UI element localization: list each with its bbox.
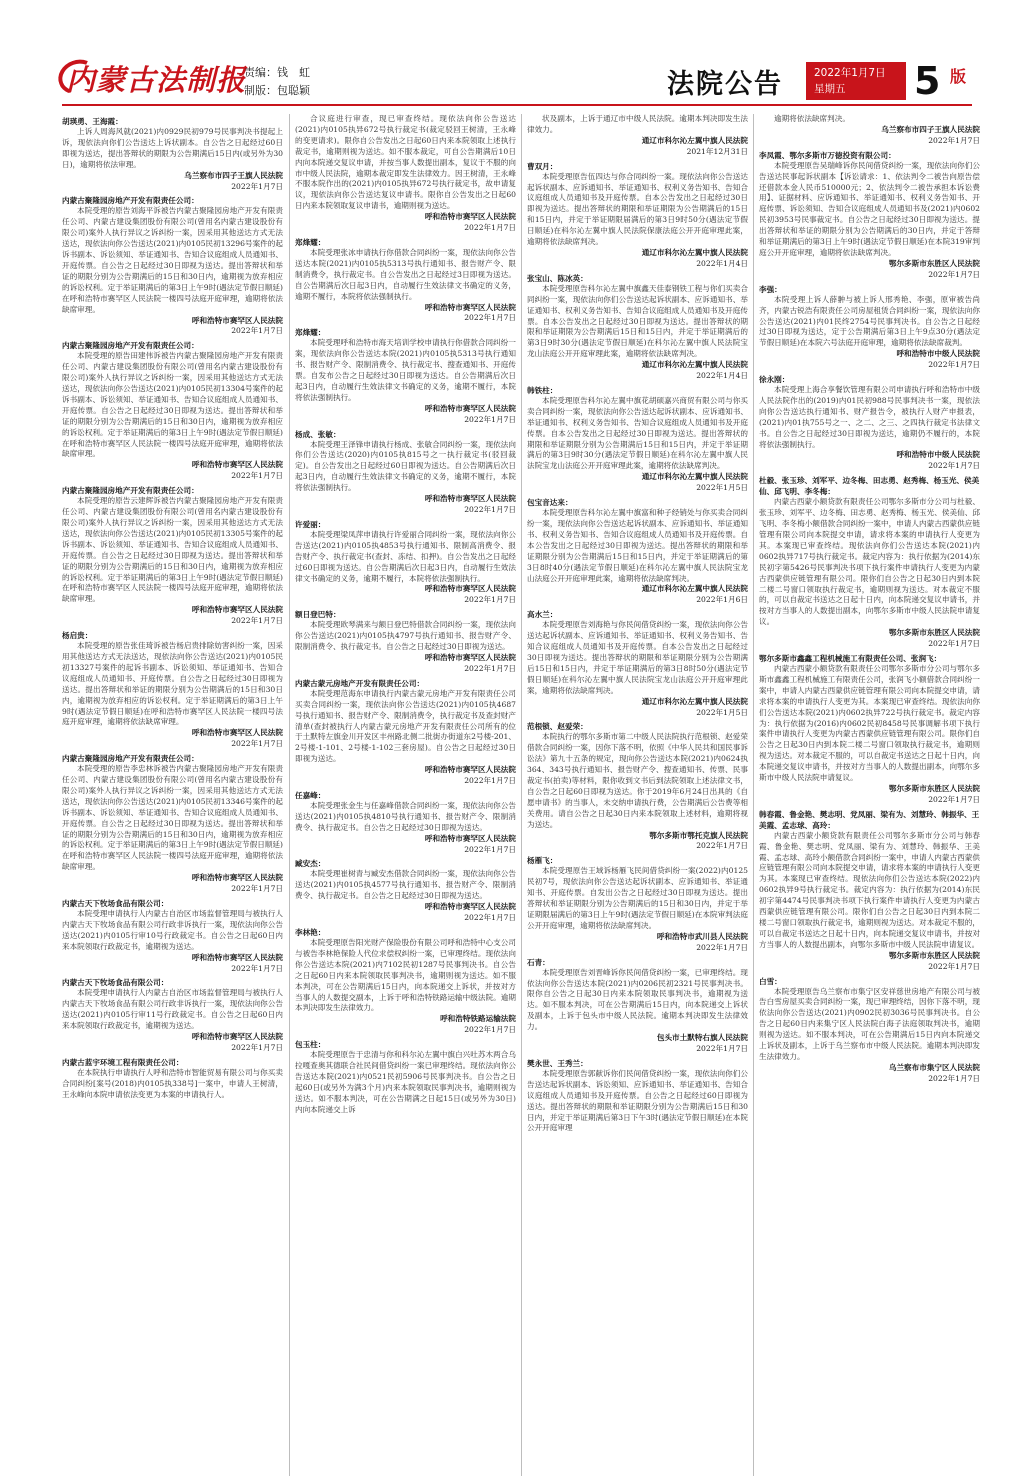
court-notice: [62, 630, 283, 750]
court-notice: [295, 678, 516, 787]
notice-addressee: 内蒙古天下牧场食品有限公司：: [62, 978, 169, 988]
notice-body: 本院受理原告吴瑞峰诉你民间借贷纠纷一案，现依法向你们公告送达民事起诉状副本【诉讼请求：1、依法判令二被告向原告偿还借款本金人民币510000元；2、依法判令二被告承担本诉讼费用】、证据材料、应诉通知书、举证通知书、权利义务告知书、开庭传票、诉讼须知、告知合议庭组成人员通知书及(2021)内0602民初3953号民事裁定书。自公告之日起经过30日即视为送达。提出答辩状和举证的期限分别为公告期满后的30日内，并定于答辩和举证期满后的第3日上午9时(遇法定节假日顺延)在本院319审判庭公开开庭审理，逾期将依法缺席判决。: [759, 160, 980, 257]
court-notice: [759, 150, 980, 281]
notice-date: 2022年1月7日: [231, 181, 283, 191]
notice-date: 2022年1月7日: [696, 1043, 748, 1053]
notice-court: 呼和浩特市赛罕区人民法院: [424, 652, 516, 662]
court-notice: [759, 114, 980, 147]
notice-court: 呼和浩特市赛罕区人民法院: [424, 212, 516, 222]
court-notice: [527, 497, 748, 606]
column-divider: [753, 114, 754, 1476]
notice-addressee: 李强：: [759, 284, 782, 294]
notice-addressee: 杨启贵：: [62, 631, 93, 641]
notice-date: 2022年1月7日: [464, 1025, 516, 1035]
notice-body: 本院受理呼和浩特市海天培训学校申请执行你借款合同纠纷一案，现依法向你公告送达本院(2021)内0105执5313号执行通知书、报告财产令、限制消费令、执行裁定书、搜查通知书、开庭传票。自发布公告之日起经过30日即视为送达。自公告期满后次日起3日内，自动履行生效法律文书确定的义务，逾期不履行，本院将依法强制执行。: [295, 338, 516, 402]
court-notice: [527, 855, 748, 953]
notice-body: 本院受理原告于忠清与你和科尔沁左翼中旗白兴吐苏木两合乌拉嘎查奥其德联合社民间借贷纠纷一案已审理终结。现依法向你公告送达本院(2021)内0521民初5906号民事判决书。自公告之日起60日(或另外为满3个月)内来本院领取民事判决书，逾期则视为送达。如不服本判决，可在公告期满之日起15日(或另外为30日)内向本院递交上诉: [295, 1050, 516, 1114]
notice-body: 内蒙古西蒙小额贷款有限责任公司鄂尔多斯市分公司与杜毅、张玉珍、刘军平、边冬梅、田志勇、赵秀梅、杨玉光、侯美仙、邱飞明、李冬梅小额借款合同纠纷一案中，申请人内蒙古西蒙供应链管理有限公司向本院提交申请，请求将本案的申请执行人变更为其。本案现已审查终结。现依法向你们公告送达本院(2021)内0602执异717号执行裁定书。裁定内容为：执行依据为(2014)东民初字第5426号民事判决书项下执行案件申请执行人变更为内蒙古西蒙供应链管理有限公司。限你们自公告之日起30日内到本院二楼二号窗口领取执行裁定书，逾期则视为送达。对本裁定不服的，可以自裁定书送达之日起十日内，向本院递交复议申请书，并按对方当事人的人数提出副本，向鄂尔多斯市中级人民法院申请复议。: [759, 497, 980, 627]
editor-credits: [244, 64, 310, 100]
notice-court: 呼和浩特市赛罕区人民法院: [424, 584, 516, 594]
notice-court: 鄂尔多斯市东胜区人民法院: [888, 628, 980, 638]
notice-date: 2022年1月7日: [928, 639, 980, 649]
notice-court: 呼和浩特市赛罕区人民法院: [424, 403, 516, 413]
notice-body: 本院受理原告刘海艳与你民间借贷纠纷一案，现依法向你公告送达起诉状副本、应诉通知书、举证通知书、权利义务告知书、告知合议庭组成人员通知书及开庭传票。自本公告发出之日起经过30日即视为送达。提出答辩状的期限和举证期限分别为公告期满后15日和15日内，并定于举证期满后的第3日8时50分(遇法定节假日顺延)在科尔沁左翼中旗人民法院宝龙山法庭公开开庭审理此案，逾期将依法缺席判决。: [527, 620, 748, 695]
notice-addressee: 内蒙古聚隆园房地产开发有限责任公司：: [62, 196, 199, 206]
notice-date: 2022年1月7日: [231, 1042, 283, 1052]
notice-court: 呼和浩特市中级人民法院: [896, 349, 980, 359]
notice-column-1: [62, 114, 283, 1476]
notice-court: 呼和浩特铁路运输法院: [440, 1014, 516, 1024]
notice-addressee: 杜毅、张玉珍、刘军平、边冬梅、田志勇、赵秀梅、杨玉光、侯美仙、邱飞明、李冬梅：: [759, 476, 980, 497]
court-notice: [62, 116, 283, 192]
notice-body: 本院受理王泽锋申请执行杨成、张敏合同纠纷一案，现依法向你们公告送达(2020)内0105执815号之一执行裁定书(驳回裁定)。自公告发出之日起经过60日即视为送达。自公告期满后次日起3日内，自动履行生效法律文书确定的义务，逾期不履行，本院将依法强制执行。: [295, 439, 516, 493]
column-divider: [521, 114, 522, 1476]
notice-column-2: [295, 114, 516, 1476]
notice-date: 2022年1月7日: [464, 414, 516, 424]
notice-body: 上诉人周海风就(2021)内0929民初979号民事判决书提起上诉，现依法向你们公告送达上诉状副本。自公告之日起经过60日即视为送达，提出答辩状的期限为公告期满后15日内(或另外为30日)，逾期将依法审理。: [62, 127, 283, 169]
notice-court: 呼和浩特市赛罕区人民法院: [424, 902, 516, 912]
notice-body: 本院受理范海东申请执行内蒙古蒙元房地产开发有限责任公司买卖合同纠纷一案，现依法向你公告送达(2021)内0105执4687号执行通知书、报告财产令、限制消费令，执行裁定书及查封财产清单(查封被执行人内蒙古蒙元房地产开发有限责任公司所有的位于土默特左旗金川开发区丰州路北侧二批街办街道东2号楼-201、2号楼-1-101、2号楼-1-102三套房屋)。自公告之日起经过30日即视为送达。: [295, 688, 516, 764]
header-rule: [62, 104, 972, 106]
notice-date: 2022年1月7日: [231, 884, 283, 894]
date-box: [806, 62, 906, 100]
notice-date: 2022年1月7日: [231, 471, 283, 481]
notice-body: 本院受理原告乌兰察布市集宁区安祥慈世房地产有限公司与被告白雪房屋买卖合同纠纷一案，现已审理终结，因你下落不明，现依法向你公告送达(2021)内0902民初3036号民事判决书。自公告之日起60日内来集宁区人民法院白海子法庭领取判决书，逾期则视为送达。如不服本判决，可在公告期满后15日内向本院递交上诉状及副本，上诉于乌兰察布市中级人民法院。逾期本判决即发生法律效力。: [759, 986, 980, 1061]
notice-body: 本院受理张金生与任嘉峰借款合同纠纷一案，现依法向你公告送达(2021)内0105执4810号执行通知书、报告财产令、限制消费令、执行裁定书。自公告之日起经过30日即视为送达。: [295, 800, 516, 832]
notice-addressee: 鄂尔多斯市鑫鑫工程机械施工有限责任公司、张润飞：: [759, 653, 942, 663]
notice-body: 本院受理上诉人薛翀与被上诉人邢秀艳、李强，原审被告尚齐，内蒙古锐浩有限责任公司房屋租赁合同纠纷一案，现依法向你公告送达(2021)内01民终2754号民事判决书。自公告之日起经过30日即视为送达，定于公告期满后第3日上午9点30分(遇法定节假日顺延)在本院六号法庭开庭审理，逾期将依法缺席裁判。: [759, 294, 980, 348]
notice-court: 呼和浩特市赛罕区人民法院: [191, 605, 283, 615]
notice-body: 本院受理原告阳光财产保险股份有限公司呼和浩特中心支公司与被告李林艳保险人代位求偿权纠纷一案，已审理终结。现依法向你公告送达本院(2021)内7102民初1287号民事判决书。自公告之日起60日内来本院领取民事判决书，逾期则视为送达。如不服本判决，可在公告期满后15日内，向本院递交上诉状，并按对方当事人的人数提交副本，上诉于呼和浩特铁路运输中级法院。逾期本判决即发生法律效力。: [295, 938, 516, 1013]
notice-addressee: 臧安杰：: [295, 859, 326, 869]
notice-addressee: 额日登巴特：: [295, 610, 341, 620]
notice-body: 逾期将依法缺席判决。: [774, 114, 850, 123]
court-notice: [62, 1057, 283, 1101]
notice-addressee: 胡瑛勇、王海霞：: [62, 117, 123, 126]
notice-body: 本院受理申请执行人内蒙古自治区市场监督管理局与被执行人内蒙古天下牧场食品有限公司行政非诉执行一案，现依法向你公告送达(2021)内0105行审10号行政裁定书。自公告之日起60日内来本院领取行政裁定书，逾期视为送达。: [62, 909, 283, 951]
notice-court: 通辽市科尔沁左翼中旗人民法院: [641, 584, 748, 594]
notice-court: 通辽市科尔沁左翼中旗人民法院: [641, 696, 748, 706]
notice-body: 本院受理梁凤萍申请执行许爱丽合同纠纷一案，现依法向你公告送达(2021)内0105执4853号执行通知书、限制高消费令、报告财产令、执行裁定书(查封、冻结、扣押)。自公告发出之日起经过60日即视为送达。自公告期满后次日起3日内，自动履行生效法律文书确定的义务，逾期不履行，本院将依法强制执行。: [295, 529, 516, 583]
notice-date: 2022年1月7日: [464, 844, 516, 854]
notice-date: 2022年1月7日: [464, 913, 516, 923]
court-notice: [295, 327, 516, 425]
notice-court: 呼和浩特市赛罕区人民法院: [191, 1032, 283, 1042]
notice-body: 合议庭进行审查，现已审查终结。现依法向你公告送达(2021)内0105执异672号执行裁定书(裁定驳回王树清，王永峰的变更请求)。限你自公告发出之日起60日内来本院领取上述执行裁定书，逾期则视为送达。如不服本裁定，可自公告期满后10日内向本院递交复议申请，并按当事人数提出副本，复议于不服的向市中级人民法院，逾期本裁定即发生法律效力。因王树清，王永峰不服本院作出的(2021)内0105执异672号执行裁定书，故申请复议，现依法向你公告送达复议申请书。限你自公告发出之日起60日内来本院领取复议申请书，逾期则视为送达。: [295, 114, 516, 211]
notice-body: 本院受理原告科尔沁左翼中旗鑫天佳泰钢铁工程与你们买卖合同纠纷一案，现依法向你们公告送达起诉状副本、应诉通知书、举证通知书、权利义务告知书、告知合议庭组成人员通知书及开庭传票。自本公告发出之日起经过30日即视为送达。提出答辩状的期限和举证期限为公告期满后15日和15日内，并定于举证期满后的第3日9时30分(遇法定节假日顺延)在科尔沁左翼中旗人民法院宝龙山法庭公开开庭审理此案，逾期将依法缺席判决。: [527, 283, 748, 359]
notice-court: 鄂尔多斯市东胜区人民法院: [888, 783, 980, 793]
notice-court: 乌兰察布市四子王旗人民法院: [881, 124, 980, 134]
page-suffix: 版: [950, 67, 967, 86]
notice-court: 呼和浩特市赛罕区人民法院: [191, 315, 283, 325]
court-notice: [527, 161, 748, 270]
court-notice: [759, 976, 980, 1085]
editor-line: 责编：钱 虹: [244, 66, 310, 79]
court-notice: [759, 475, 980, 650]
notice-court: 包头市土默特右旗人民法院: [656, 1033, 748, 1043]
court-notice: [62, 485, 283, 627]
notice-date: 2022年1月7日: [928, 1073, 980, 1083]
notice-body: 本院受理上海合享餐饮管理有限公司申请执行呼和浩特市中级人民法院作出的(2019)内01民初988号民事判决书一案，现依法向你公告送达执行通知书、财产报告令，被执行人财产申报表，(2021)内01执755号之一、之二、之三、之四执行裁定书法律文书。自公告之日起经过30日即视为送达，逾期仍不履行的，本院将依法强制执行。: [759, 385, 980, 449]
notice-date: 2022年1月7日: [464, 776, 516, 786]
court-notice: [527, 1058, 748, 1134]
court-notice: [295, 114, 516, 234]
court-notice: [295, 927, 516, 1036]
notice-date: 2022年1月4日: [696, 258, 748, 268]
page-number-box: [908, 59, 972, 103]
masthead: [0, 0, 1024, 110]
notice-body: 本院执行的鄂尔多斯市第二中级人民法院执行范根锁、赵爱荣借款合同纠纷一案，因你下落不明，依照《中华人民共和国民事诉讼法》第九十五条的规定，现向你公告送达本院(2021)内0624执364、343号执行通知书、报告财产令、搜查通知书、传票、民事裁定书(拍卖)等材料，限你收到文书后到法院领取上述法律文书，自公告之日起60日即视为送达。你于2019年6月24日出具的《自愿申请书》的当事人，未交纳申请执行费，公告期满后公告费等相关费用。请自公告之日起30日内来本院领取上述材料，逾期将视为送达。: [527, 732, 748, 829]
notice-court: 乌兰察布市集宁区人民法院: [888, 1062, 980, 1072]
notice-addressee: 任嘉峰：: [295, 790, 326, 800]
notice-date: 2022年1月7日: [696, 841, 748, 851]
page-number: 5: [914, 59, 941, 103]
notice-court: 呼和浩特市中级人民法院: [896, 450, 980, 460]
notice-court: 呼和浩特市赛罕区人民法院: [191, 728, 283, 738]
notice-court: 鄂尔多斯市鄂托克旗人民法院: [649, 830, 748, 840]
notice-court: 鄂尔多斯市东胜区人民法院: [888, 258, 980, 268]
notice-court: 通辽市科尔沁左翼中旗人民法院: [641, 472, 748, 482]
notice-body: 本院受理原告刘晋峰诉你民间借贷纠纷一案，已审理终结。现依法向你公告送达本院(2021)内0206民初2321号民事判决书。限你自公告之日起30日内来本院领取民事判决书，逾期视为送达。如不服本判决，可在公告期满后15日内，向本院递交上诉状及副本，上诉于包头市中级人民法院。逾期本判决即发生法律效力。: [527, 967, 748, 1032]
notice-body: 在本院执行申请执行人呼和浩特市智能贸易有限公司与你买卖合同纠纷[案号(2018)内0105执338号]一案中，申请人王树清，王永峰向本院申请依法变更为本案的申请执行人。: [62, 1067, 283, 1099]
court-notice: [295, 237, 516, 324]
notice-date: 2022年1月7日: [464, 313, 516, 323]
notice-date: 2022年1月7日: [464, 663, 516, 673]
notice-court: 通辽市科尔沁左翼中旗人民法院: [641, 360, 748, 370]
court-notice: [759, 284, 980, 371]
court-notice: [527, 721, 748, 852]
court-notice: [62, 977, 283, 1053]
notice-addressee: 石青：: [527, 957, 550, 967]
notice-date: 2022年1月7日: [928, 961, 980, 971]
notice-date: 2022年1月7日: [928, 135, 980, 145]
notice-court: 呼和浩特市赛罕区人民法院: [424, 833, 516, 843]
notice-date: 2022年1月7日: [231, 326, 283, 336]
notice-court: 通辽市科尔沁左翼中旗人民法院: [641, 247, 748, 257]
notice-court: 乌兰察布市四子王旗人民法院: [184, 170, 283, 180]
notice-addressee: 内蒙古天下牧场食品有限公司：: [62, 899, 169, 908]
notice-court: 呼和浩特市赛罕区人民法院: [191, 460, 283, 470]
notice-date: 2022年1月7日: [231, 739, 283, 749]
notice-addressee: 樊永世、王秀兰：: [527, 1058, 588, 1068]
notice-court: 通辽市科尔沁左翼中旗人民法院: [641, 135, 748, 145]
notice-addressee: 杨成、张敏：: [295, 429, 341, 439]
notice-addressee: 韩春霞、鲁金艳、樊志明、党凤丽、梁有为、刘慧玲、韩振华、王美霞、孟志球、高玲：: [759, 809, 980, 830]
notice-court: 呼和浩特市武川县人民法院: [656, 931, 748, 941]
notice-body: 本院受理的原告张佳琦诉被告杨启贵排除妨害纠纷一案，因采用其他送达方式无法送达，现依法向你公告送达(2021)内0105民初13327号案件的起诉书副本、诉讼须知、举证通知书、告知合议庭组成人员通知书、开庭传票。自公告之日起经过30日即视为送达。提出答辩状和举证的期限分别为公告期满后的15日和30日内，逾期视为放弃相应的诉讼权利。定于举证期满后的第3日上午9时(遇法定节假日顺延)在呼和浩特市赛罕区人民法院一楼四号法庭开庭审理，逾期将依法缺席审理。: [62, 641, 283, 727]
court-notice: [527, 957, 748, 1055]
notice-body: 状及副本，上诉于通辽市中级人民法院。逾期本判决即发生法律效力。: [527, 114, 748, 134]
notice-addressee: 包玉柱：: [295, 1040, 326, 1050]
notice-addressee: 李林艳：: [295, 928, 326, 937]
notice-date: 2022年1月5日: [696, 483, 748, 493]
notice-body: 本院受理的原告云建辉诉被告内蒙古聚隆园房地产开发有限责任公司、内蒙古建设集团股份有限公司(曾用名内蒙古建设股份有限公司)案外人执行异议之诉纠纷一案，因采用其他送达方式无法送达，现依法向你公告送达(2021)内0105民初13305号案件的起诉书副本、诉讼须知、举证通知书、告知合议庭组成人员通知书、开庭传票。自公告之日起经过30日即视为送达。提出答辩状和举证的期限分别为公告期满后的15日和30日内，逾期视为放弃相应的诉讼权利。定于举证期满后的第3日上午9时(遇法定节假日顺延)在呼和浩特市赛罕区人民法院一楼四号法庭开庭审理，逾期将依法缺席审理。: [62, 496, 283, 604]
court-notice: [62, 898, 283, 974]
notice-column-4: [759, 114, 980, 1476]
court-notice: [295, 429, 516, 516]
court-notice: [295, 1039, 516, 1115]
notice-date: 2022年1月5日: [696, 707, 748, 717]
production-line: 制版：包聪颖: [244, 84, 310, 97]
notice-addressee: 内蒙古蒙元房地产开发有限责任公司：: [295, 678, 425, 688]
notice-court: 呼和浩特市赛罕区人民法院: [424, 765, 516, 775]
notice-addressee: 高水兰：: [527, 610, 558, 620]
notice-court: 呼和浩特市赛罕区人民法院: [191, 952, 283, 962]
court-notice: [62, 195, 283, 337]
notice-body: 本院受理原告科尔沁左翼中旗富和种子经销处与你买卖合同纠纷一案，现依法向你公告送达起诉状副本、应诉通知书、举证通知书、权利义务告知书、告知合议庭组成人员通知书及开庭传票。自本公告发出之日起经过30日即视为送达。提出答辩状的期限和举证期限分别为公告期满后15日和15日内，并定于举证期满后的第3日8时40分(遇法定节假日顺延)在科尔沁左翼中旗人民法院宝龙山法庭公开开庭审理此案，逾期将依法缺席判决。: [527, 508, 748, 583]
notice-body: 本院受理原告科尔沁左翼中旗花胡硕嘉兴商贸有限公司与你买卖合同纠纷一案，现依法向你公告送达起诉状副本、应诉通知书、举证通知书、权利义务告知书、告知合议庭组成人员通知书及开庭传票。自本公告发出之日起经过30日即视为送达。提出答辩状的期限和举证期限分别为公告期满后15日和15日内，并定于举证期满后的第3日9时30分(遇法定节假日顺延)在科尔沁左翼中旗人民法院宝龙山法庭公开开庭审理此案，逾期将依法缺席判决。: [527, 395, 748, 471]
notice-court: 呼和浩特市赛罕区人民法院: [424, 494, 516, 504]
notice-court: 鄂尔多斯市东胜区人民法院: [888, 950, 980, 960]
notice-body: 内蒙古西蒙小额贷款有限责任公司鄂尔多斯市分公司与韩春霞、鲁金艳、樊志明、党凤丽、梁有为、刘慧玲、韩振华、王美霞、孟志球、高玲小额借款合同纠纷一案中，申请人内蒙古西蒙供应链管理有限公司向本院提交申请，请求将本案的申请执行人变更为其。本案现已审查终结。现依法向你们公告送达本院(2022)内0602执异9号执行裁定书。裁定内容为：执行依据为(2014)东民初字第4474号民事判决书项下执行案件申请执行人变更为内蒙古西蒙供应链管理有限公司。限你们自公告之日起30日内到本院二楼二号窗口领取执行裁定书，逾期则视为送达。对本裁定不服的，可以自裁定书送达之日起十日内，向本院递交复议申请书，并按对方当事人的人数提出副本，向鄂尔多斯市中级人民法院申请复议。: [759, 830, 980, 949]
court-notice: [295, 519, 516, 606]
notice-body: 本院受理申请执行人内蒙古自治区市场监督管理局与被执行人内蒙古天下牧场食品有限公司行政非诉执行一案，现依法向你公告送达(2021)内0105行审11号行政裁定书。自公告之日起60日内来本院领取行政裁定书，逾期视为送达。: [62, 988, 283, 1031]
notice-date: 2022年1月7日: [464, 223, 516, 233]
notice-date: 2022年1月7日: [928, 794, 980, 804]
notice-addressee: 范根锁、赵爱荣：: [527, 722, 588, 732]
court-notice: [527, 609, 748, 718]
notice-body: 本院受理欧琴满来与额日登巴特借款合同纠纷一案，现依法向你公告送达(2021)内0105执4797号执行通知书、报告财产令、限制消费令、执行裁定书。自公告之日起经过30日即视为送达。: [295, 620, 516, 652]
notice-addressee: 郑烽耀：: [295, 328, 326, 338]
notice-date: 2022年1月7日: [231, 616, 283, 626]
notice-date: 2022年1月7日: [696, 942, 748, 952]
notice-body: 本院受理的原告田建伟诉被告内蒙古聚隆园房地产开发有限责任公司、内蒙古建设集团股份有限公司(曾用名内蒙古建设股份有限公司)案外人执行异议之诉纠纷一案，因采用其他送达方式无法送达，现依法向你公告送达(2021)内0105民初13304号案件的起诉书副本、诉讼须知、举证通知书、告知合议庭组成人员通知书、开庭传票。自公告之日起经过30日即视为送达。提出答辩状和举证的期限分别为公告期满后的15日和30日内，逾期视为放弃相应的诉讼权利。定于举证期满后的第3日上午9时(遇法定节假日顺延)在呼和浩特市赛罕区人民法院一楼四号法庭开庭审理，逾期将依法缺席审理。: [62, 351, 283, 459]
notice-addressee: 韩铁柱：: [527, 385, 558, 395]
notice-body: 本院受理的原告刘海平诉被告内蒙古聚隆园房地产开发有限责任公司、内蒙古建设集团股份有限公司(曾用名内蒙古建设股份有限公司)案外人执行异议之诉纠纷一案，因采用其他送达方式无法送达，现依法向你公告送达(2021)内0105民初13296号案件的起诉书副本、诉讼须知、举证通知书、告知合议庭组成人员通知书、开庭传票。自公告之日起经过30日即视为送达。提出答辩状和举证的期限分别为公告期满后的15日和30日内，逾期视为放弃相应的诉讼权利。定于举证期满后的第3日上午9时(遇法定节假日顺延)在呼和浩特市赛罕区人民法院一楼四号法庭开庭审理，逾期将依法缺席审理。: [62, 206, 283, 314]
newspaper-logo: 内蒙古法制报: [66, 63, 247, 97]
court-notice: [295, 790, 516, 856]
notice-date: 2022年1月7日: [464, 505, 516, 514]
section-title: 法院公告: [667, 69, 783, 100]
court-notice: [527, 273, 748, 382]
notice-body: 本院受理原告王域诉杨雁飞民间借贷纠纷一案(2022)内0125民初7号，现依法向你公告送达起诉状副本、应诉通知书、举证通知书、开庭传票。自发出公告之日起经过30日即视为送达。提出答辩状和举证期限分别为公告期满后的15日和30日内，并定于举证期限届满后的第3日上午9时(遇法定节假日顺延)在本院审判法庭公开开庭审理，逾期将依法缺席判决。: [527, 866, 748, 930]
notice-date: 2022年1月7日: [928, 461, 980, 471]
court-notice: [759, 809, 980, 973]
notice-body: 本院受理崔树青与臧安杰借款合同纠纷一案，现依法向你公告送达(2021)内0105执4577号执行通知书、报告财产令、限制消费令、执行裁定书。自公告之日起经过30日即视为送达。: [295, 869, 516, 901]
notice-date: 2022年1月6日: [696, 595, 748, 605]
court-notice: [62, 753, 283, 895]
notice-date: 2022年1月7日: [928, 360, 980, 370]
column-divider: [289, 114, 290, 1476]
notice-addressee: 李凤霞、鄂尔多斯市万徳投资有限公司：: [759, 150, 896, 160]
court-notice: [295, 858, 516, 924]
notice-addressee: 徐永刚：: [759, 375, 790, 385]
notice-body: 内蒙古西蒙小额贷款有限责任公司鄂尔多斯市分公司与鄂尔多斯市鑫鑫工程机械施工有限责任公司，张润飞小额借款合同纠纷一案中，申请人内蒙古西蒙供应链管理有限公司向本院提交申请，请求将本案的申请执行人变更为其。本案现已审查终结。现依法向你们公告送达本院(2021)内0602执异722号执行裁定书。裁定内容为：执行依据为(2016)内0602民初8458号民事调解书项下执行案件申请执行人变更为内蒙古西蒙供应链管理有限公司。限你们自公告之日起30日内到本院二楼二号窗口领取执行裁定书，逾期则视为送达。对本裁定不服的，可以自裁定书送达之日起十日内，向本院递交复议申请书，并按对方当事人的人数提出副本，向鄂尔多斯市中级人民法院申请复议。: [759, 663, 980, 783]
notice-body: 本院受理原告郭献诉你们民间借贷纠纷一案，现依法向你们公告送达起诉状副本、诉讼须知、应诉通知书、举证通知书、告知合议庭组成人员通知书及开庭传票。自公告之日起经过60日即视为送达。提出答辩状的期限和举证期限分别为公告期满后15日和30日内，并定于举证期满后第3日下午3时(遇法定节假日顺延)在本院公开开庭审理: [527, 1068, 748, 1133]
notice-addressee: 内蒙古蓝宇环境工程有限责任公司：: [62, 1057, 184, 1067]
notice-date: 2022年1月7日: [928, 269, 980, 279]
issue-weekday: 星期五: [814, 83, 846, 95]
notice-body: 本院受理张冰申请执行你借款合同纠纷一案，现依法向你公告送达本院(2021)内0105执5313号执行通知书、报告财产令、限制消费令，执行裁定书。自公告发出之日起经过3日即视为送达。自公告期满后次日起3日内，自动履行生效法律文书确定的义务，逾期不履行，本院将依法强制执行。: [295, 247, 516, 301]
court-notice: [62, 340, 283, 482]
notice-addressee: 白雪：: [759, 976, 782, 986]
court-notice: [295, 609, 516, 675]
notice-column-3: [527, 114, 748, 1476]
notice-addressee: 曹双月：: [527, 161, 558, 171]
notice-addressee: 内蒙古聚隆园房地产开发有限责任公司：: [62, 341, 199, 351]
notice-addressee: 包宝音达来：: [527, 498, 573, 508]
court-notice: [527, 114, 748, 158]
notice-addressee: 杨雁飞：: [527, 856, 558, 866]
notice-body: 本院受理的原告李忠林诉被告内蒙古聚隆园房地产开发有限责任公司、内蒙古建设集团股份有限公司(曾用名内蒙古建设股份有限公司)案外人执行异议之诉纠纷一案，因采用其他送达方式无法送达，现依法向你公告送达(2021)内0105民初13346号案件的起诉书副本、诉讼须知、举证通知书、告知合议庭组成人员通知书、开庭传票。自公告之日起经过30日即视为送达。提出答辩状和举证的期限分别为公告期满后的15日和30日内，逾期视为放弃相应的诉讼权利。定于举证期满后的第3日上午9时(遇法定节假日顺延)在呼和浩特市赛罕区人民法院一楼四号法庭开庭审理，逾期将依法缺席审理。: [62, 764, 283, 872]
issue-date: 2022年1月7日: [814, 67, 886, 79]
notice-addressee: 许爱丽：: [295, 519, 326, 529]
notice-court: 呼和浩特市赛罕区人民法院: [191, 873, 283, 883]
notice-body: 本院受理原告伍四达与你合同纠纷一案。现依法向你公告送达起诉状副本、应诉通知书、举证通知书、权利义务告知书、告知合议庭组成人员通知书及开庭传票。自本公告发出之日起经过30日即视为送达。提出答辩状的期限和举证期限为公告期满后的15日和15日内，并定于举证期限届满后的第3日9时50分(遇法定节假日顺延)在科尔沁左翼中旗人民法院保康法庭公开开庭审理此案，逾期将依法缺席判决。: [527, 171, 748, 247]
court-notice: [759, 374, 980, 472]
notice-addressee: 张宝山、陈冰英：: [527, 273, 588, 283]
notice-date: 2021年12月31日: [686, 146, 748, 156]
notice-court: 呼和浩特市赛罕区人民法院: [424, 302, 516, 312]
notice-date: 2022年1月7日: [464, 595, 516, 605]
notice-addressee: 内蒙古聚隆园房地产开发有限责任公司：: [62, 754, 199, 764]
notice-date: 2022年1月4日: [696, 371, 748, 381]
notice-addressee: 郑烽耀：: [295, 237, 326, 247]
court-notice: [527, 385, 748, 494]
notice-addressee: 内蒙古聚隆园房地产开发有限责任公司：: [62, 486, 199, 496]
court-notice: [759, 653, 980, 806]
notice-date: 2022年1月7日: [231, 963, 283, 973]
